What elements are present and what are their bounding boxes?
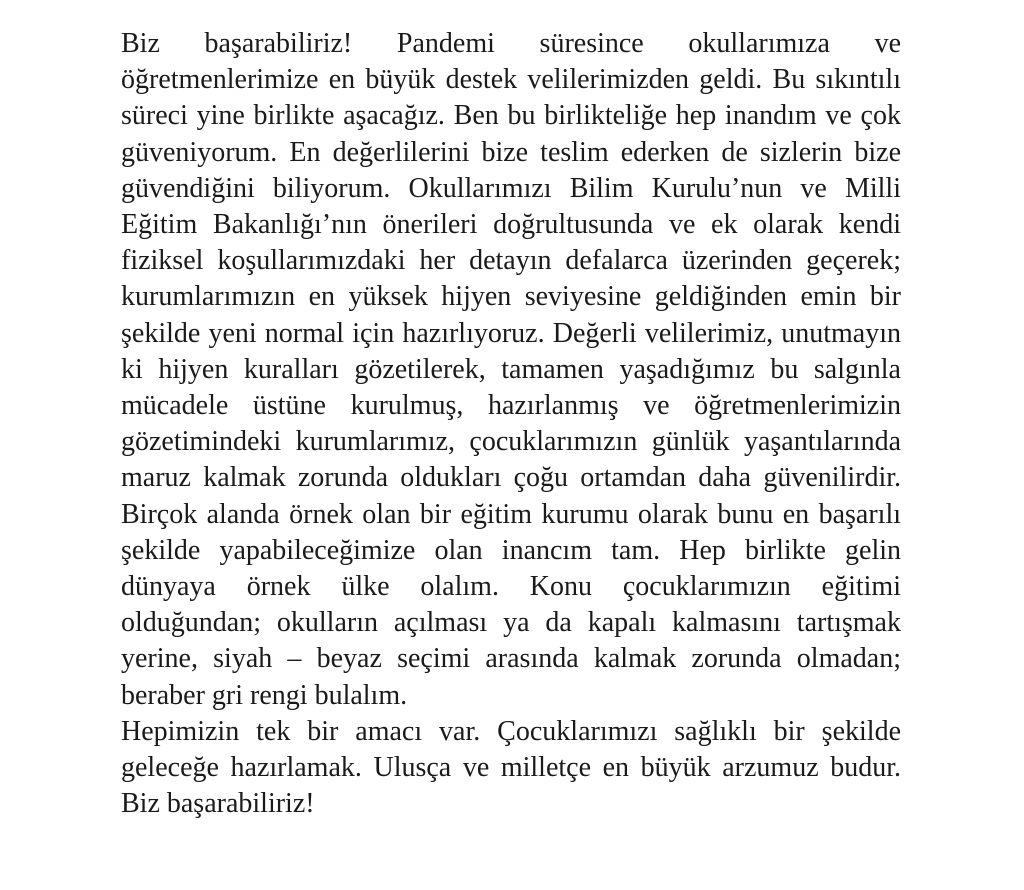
paragraph: Hepimizin tek bir amacı var. Çocuklarımızı sağlıklı bir şekilde geleceğe hazırlamak. Ulusça ve milletçe en büyük arzumuz budur. Biz başarabiliriz!	[121, 715, 901, 820]
paragraph: Biz başarabiliriz! Pandemi süresince okullarımıza ve öğretmenlerimize en büyük destek velilerimizden geldi. Bu sıkıntılı süreci yine birlikte aşacağız. Ben bu birlikteliğe hep inandım ve çok güveniyorum. En değerlilerini bize teslim ederken de sizlerin bize güvendiğini biliyorum. Okullarımızı Bilim Kurulu’nun ve Milli Eğitim Bakanlığı’nın önerileri doğrultusunda ve ek olarak kendi fiziksel koşullarımızdaki her detayın defalarca üzerinden geçerek; kurumlarımızın en yüksek hijyen seviyesine geldiğinden emin bir şekilde yeni normal için hazırlıyoruz. Değerli velilerimiz, unutmayın ki hijyen kuralları gözetilerek, tamamen yaşadığımız bu salgınla mücadele üstüne kurulmuş, hazırlanmış ve öğretmenlerimizin gözetimindeki kurumlarımız, çocuklarımızın günlük yaşantılarında maruz kalmak zorunda oldukları çoğu ortamdan daha güvenilirdir. Birçok alanda örnek olan bir eğitim kurumu olarak bunu en başarılı şekilde yapabileceğimize olan inancım tam. Hep birlikte gelin dünyaya örnek ülke olalım. Konu çocuklarımızın eğitimi olduğundan; okulların açılması ya da kapalı kalmasını tartışmak yerine, siyah – beyaz seçimi arasında kalmak zorunda olmadan; beraber gri rengi bulalım.	[121, 28, 901, 711]
document-page	[121, 26, 901, 822]
